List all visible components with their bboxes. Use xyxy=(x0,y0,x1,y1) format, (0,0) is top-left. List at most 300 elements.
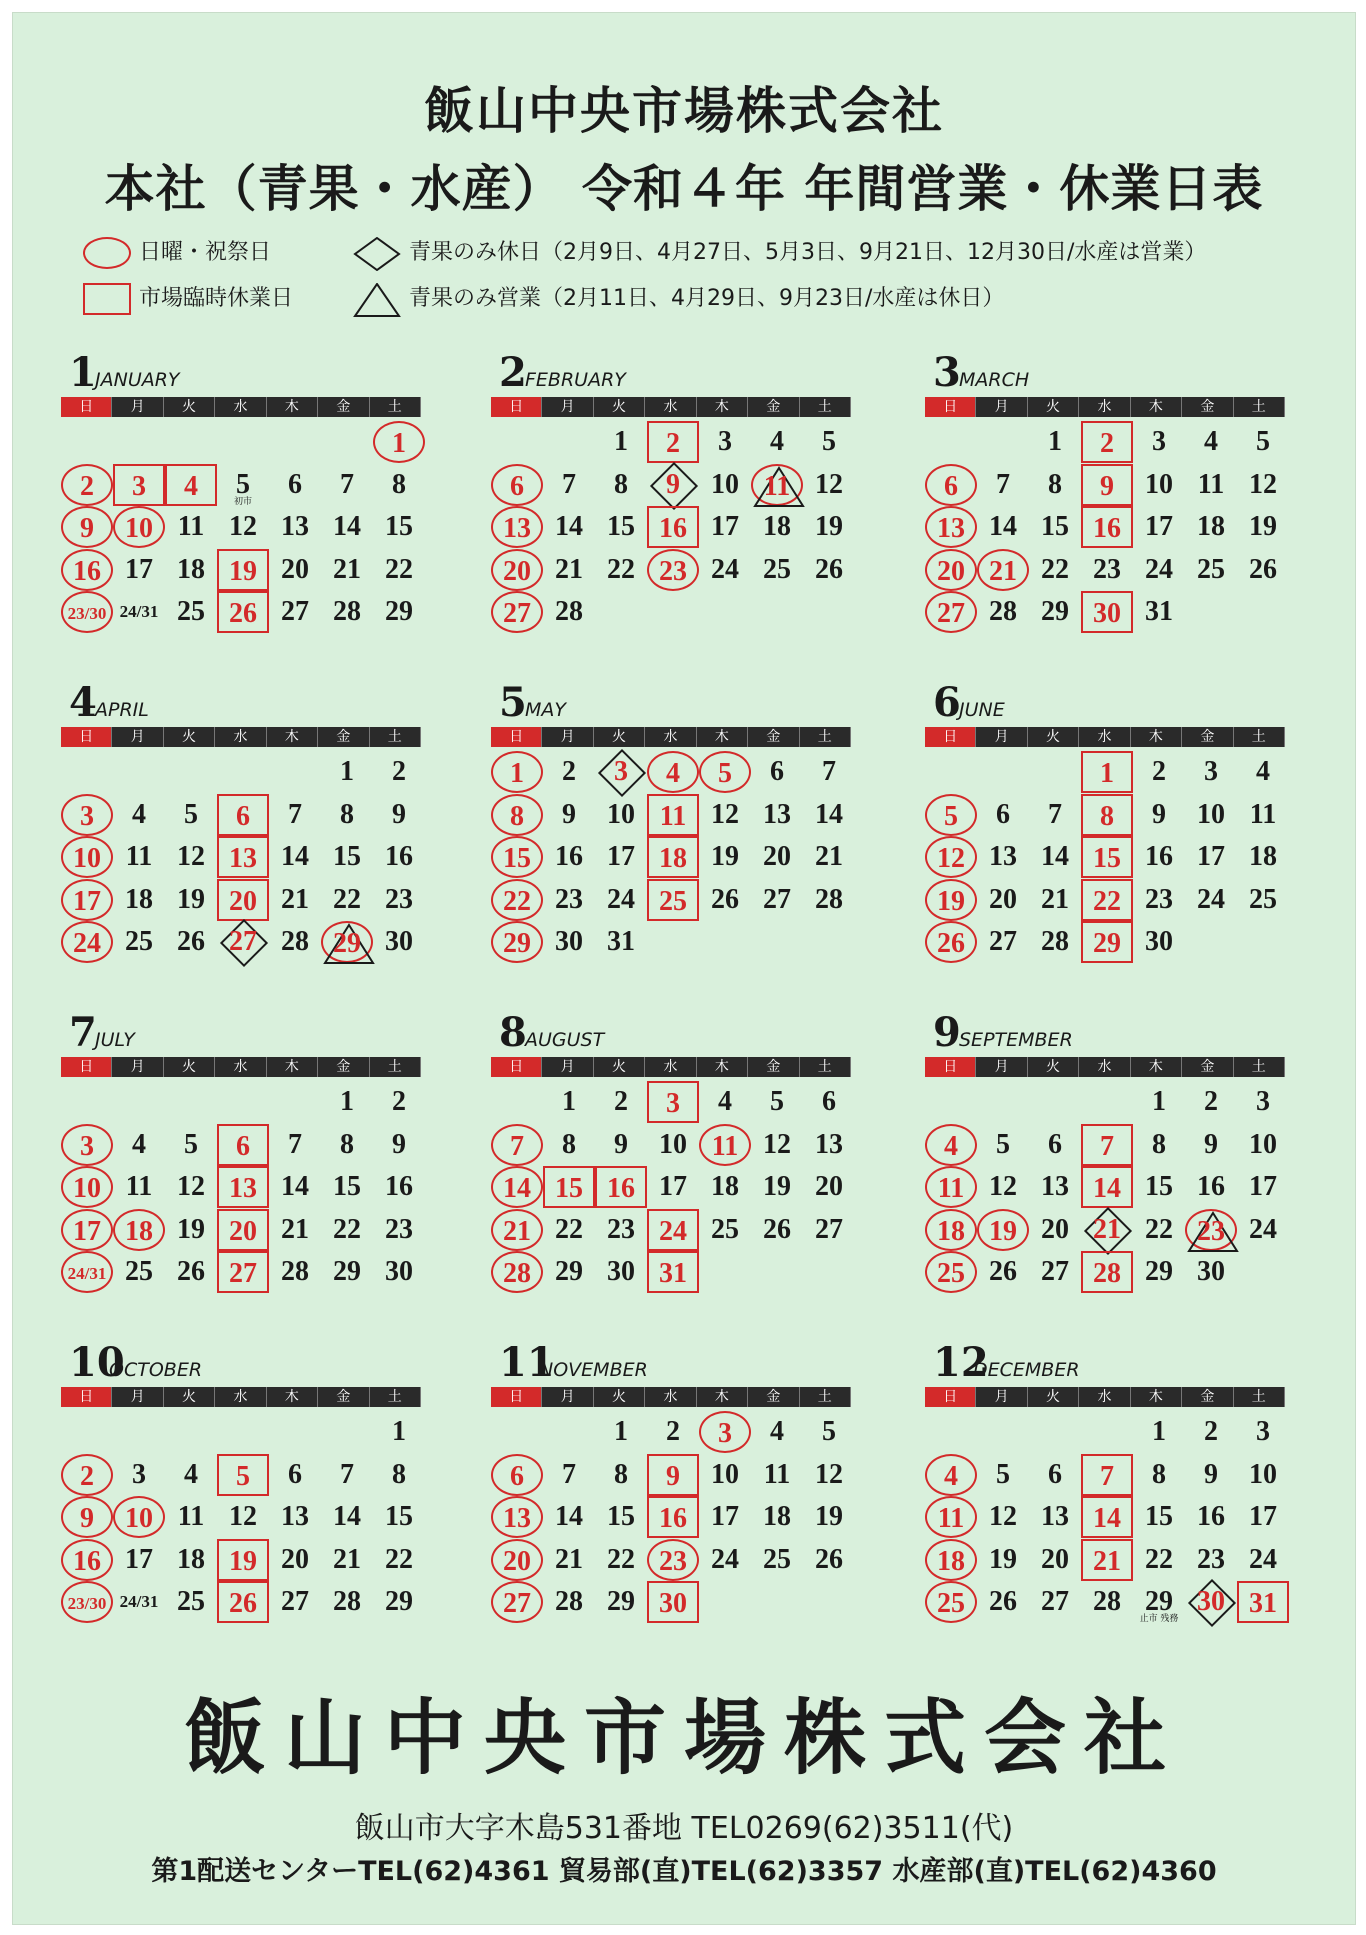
weekday-label: 土 xyxy=(800,397,851,417)
day-cell xyxy=(321,1166,373,1208)
month-header xyxy=(925,349,1285,397)
day-cell xyxy=(1185,506,1237,548)
day-cell xyxy=(803,1411,855,1453)
day-number: 11 xyxy=(763,470,791,502)
day-number: 28 xyxy=(815,883,843,915)
day-number: 14 xyxy=(989,511,1017,542)
weekday-label: 木 xyxy=(697,727,748,747)
day-cell xyxy=(699,751,751,793)
month-header xyxy=(491,1009,851,1057)
day-cell xyxy=(977,1209,1029,1251)
day-cell xyxy=(595,1496,647,1538)
day-cell xyxy=(373,1454,425,1496)
day-cell xyxy=(165,921,217,963)
weekday-label: 火 xyxy=(164,397,215,417)
day-cell xyxy=(595,879,647,921)
day-number: 6 xyxy=(1048,1128,1062,1160)
day-cell xyxy=(595,751,647,793)
weekday-label: 日 xyxy=(925,397,976,417)
day-cell xyxy=(321,836,373,878)
weekday-label: 土 xyxy=(370,397,421,417)
day-number: 27 xyxy=(229,926,257,957)
day-number: 24 xyxy=(73,928,101,959)
day-number: 28 xyxy=(333,1586,361,1617)
day-cell xyxy=(803,794,855,836)
month-header xyxy=(61,349,421,397)
day-cell-combined: 23/30 xyxy=(61,1581,113,1623)
day-cell xyxy=(977,1496,1029,1538)
day-number: 17 xyxy=(1249,1171,1277,1202)
day-cell xyxy=(803,464,855,506)
day-cell xyxy=(977,1124,1029,1166)
day-cell xyxy=(491,464,543,506)
day-cell xyxy=(595,1166,647,1208)
day-number: 7 xyxy=(340,1458,354,1490)
day-cell xyxy=(491,506,543,548)
day-cells xyxy=(925,421,1285,641)
day-cell xyxy=(217,879,269,921)
day-cells xyxy=(491,1081,851,1301)
month-july xyxy=(61,1009,421,1313)
day-cell xyxy=(269,879,321,921)
day-number: 11 xyxy=(763,1458,791,1490)
day-number: 17 xyxy=(711,1501,739,1532)
day-cell xyxy=(647,1081,699,1123)
day-cell xyxy=(543,1581,595,1623)
day-cell xyxy=(217,591,269,633)
day-cell xyxy=(1185,1454,1237,1496)
day-cell xyxy=(803,1124,855,1166)
day-cell xyxy=(543,1539,595,1581)
day-cell xyxy=(1185,1539,1237,1581)
day-number: 30 xyxy=(385,926,413,957)
day-cell xyxy=(1029,836,1081,878)
day-cell xyxy=(61,1209,113,1251)
day-number: 2 xyxy=(666,1416,680,1447)
day-cell xyxy=(491,1454,543,1496)
day-cell xyxy=(1237,1411,1289,1453)
day-number: 6 xyxy=(822,1086,836,1117)
day-cell xyxy=(751,1454,803,1496)
day-cell xyxy=(165,1581,217,1623)
weekday-label: 金 xyxy=(318,1057,369,1077)
day-number: 25 xyxy=(177,596,205,627)
day-number: 1 xyxy=(1048,426,1062,457)
day-cell xyxy=(217,1496,269,1538)
day-number: 19 xyxy=(937,885,965,917)
day-cell xyxy=(699,1539,751,1581)
day-number: 8 xyxy=(1100,800,1114,832)
day-number: 18 xyxy=(177,1543,205,1575)
month-header xyxy=(491,1339,851,1387)
day-number: 9 xyxy=(1100,470,1114,502)
month-number: 7 xyxy=(69,1009,97,1056)
day-cells xyxy=(61,1411,421,1631)
day-cell xyxy=(647,794,699,836)
day-number: 26 xyxy=(1249,553,1277,585)
day-number: 7 xyxy=(822,756,836,787)
day-cell xyxy=(1185,836,1237,878)
day-cell xyxy=(925,1251,977,1293)
day-cell xyxy=(751,421,803,463)
day-cell xyxy=(165,1454,217,1496)
day-cell xyxy=(1081,836,1133,878)
weekday-label: 土 xyxy=(370,1387,421,1407)
weekday-label: 火 xyxy=(594,727,645,747)
day-number: 14 xyxy=(555,1501,583,1532)
day-number: 6 xyxy=(288,1458,302,1490)
day-number: 7 xyxy=(562,1458,576,1490)
day-cell xyxy=(595,1209,647,1251)
weekday-label: 火 xyxy=(594,397,645,417)
day-number: 5 xyxy=(1256,426,1270,457)
day-cell xyxy=(269,921,321,963)
day-cell xyxy=(113,1124,165,1166)
day-cell xyxy=(1029,1581,1081,1623)
weekday-label: 日 xyxy=(61,727,112,747)
day-number: 2 xyxy=(614,1086,628,1117)
day-number: 8 xyxy=(340,798,354,830)
day-cell xyxy=(543,879,595,921)
day-number: 24 xyxy=(711,1543,739,1575)
day-cell xyxy=(269,794,321,836)
day-number: 26 xyxy=(177,926,205,957)
day-number: 15 xyxy=(333,841,361,872)
month-name: NOVEMBER xyxy=(539,1359,648,1381)
day-number: 17 xyxy=(73,885,101,917)
weekday-label: 月 xyxy=(112,1387,163,1407)
weekday-label: 火 xyxy=(164,1387,215,1407)
day-number: 20 xyxy=(229,1215,257,1247)
weekday-label: 日 xyxy=(925,727,976,747)
day-number: 25 xyxy=(1197,553,1225,585)
weekday-label: 水 xyxy=(1079,1387,1130,1407)
day-cell xyxy=(491,591,543,633)
day-number: 30 xyxy=(659,1588,687,1619)
day-cell xyxy=(803,1496,855,1538)
weekday-label: 金 xyxy=(748,397,799,417)
day-number: 2 xyxy=(666,428,680,459)
day-number: 29 xyxy=(385,596,413,627)
day-cell xyxy=(217,1581,269,1623)
day-number: 19 xyxy=(177,883,205,915)
day-number: 27 xyxy=(281,1586,309,1617)
day-number: 2 xyxy=(1204,1086,1218,1117)
day-cell xyxy=(751,794,803,836)
day-cell xyxy=(1185,1411,1237,1453)
day-number: 11 xyxy=(1197,468,1225,500)
day-cell xyxy=(647,1496,699,1538)
weekday-label: 日 xyxy=(925,1387,976,1407)
day-cell xyxy=(1133,506,1185,548)
day-number: 4 xyxy=(770,426,784,457)
month-number: 6 xyxy=(933,679,961,726)
day-number: 12 xyxy=(937,843,965,874)
day-number: 2 xyxy=(392,1086,406,1117)
day-number: 27 xyxy=(763,883,791,915)
weekday-bar xyxy=(491,1057,851,1077)
weekday-label: 木 xyxy=(697,1057,748,1077)
day-number: 12 xyxy=(177,841,205,872)
day-cell xyxy=(925,879,977,921)
day-cells xyxy=(61,421,421,641)
day-number: 28 xyxy=(281,926,309,957)
month-number: 1 xyxy=(69,349,97,396)
day-number: 9 xyxy=(392,1128,406,1160)
day-number: 27 xyxy=(937,598,965,629)
day-cell xyxy=(699,1166,751,1208)
day-number: 21 xyxy=(815,841,843,872)
day-cell xyxy=(751,464,803,506)
day-number: 6 xyxy=(510,470,524,502)
day-cell xyxy=(925,591,977,633)
day-cell xyxy=(977,1166,1029,1208)
weekday-label: 木 xyxy=(1131,1057,1182,1077)
day-cell xyxy=(1237,464,1289,506)
month-number: 12 xyxy=(933,1339,989,1386)
day-cell xyxy=(647,1124,699,1166)
day-cell xyxy=(373,1209,425,1251)
month-name: SEPTEMBER xyxy=(959,1029,1073,1051)
day-number: 30 xyxy=(1093,598,1121,629)
day-number: 10 xyxy=(1197,798,1225,830)
day-cell xyxy=(925,921,977,963)
day-cell xyxy=(165,879,217,921)
day-number: 16 xyxy=(1197,1171,1225,1202)
day-cell xyxy=(321,1539,373,1581)
day-cell xyxy=(373,1581,425,1623)
day-cell xyxy=(1081,879,1133,921)
day-cell xyxy=(699,794,751,836)
day-number: 7 xyxy=(510,1130,524,1162)
day-cell xyxy=(1029,1209,1081,1251)
weekday-label: 土 xyxy=(1234,397,1285,417)
weekday-bar xyxy=(491,727,851,747)
day-number: 25 xyxy=(125,1256,153,1287)
day-number: 19 xyxy=(229,1545,257,1577)
weekday-label: 木 xyxy=(267,397,318,417)
day-cell xyxy=(1133,794,1185,836)
day-cell xyxy=(217,549,269,591)
day-number: 14 xyxy=(503,1173,531,1204)
day-number: 13 xyxy=(937,513,965,544)
day-number: 21 xyxy=(989,555,1017,587)
day-cell xyxy=(1081,1496,1133,1538)
day-cell xyxy=(491,1209,543,1251)
day-number: 19 xyxy=(815,511,843,542)
day-number: 29 xyxy=(607,1586,635,1617)
day-cell xyxy=(543,921,595,963)
day-cell xyxy=(491,1124,543,1166)
day-number: 8 xyxy=(510,800,524,832)
weekday-label: 月 xyxy=(542,1057,593,1077)
day-cells xyxy=(61,1081,421,1301)
day-cell xyxy=(373,1124,425,1166)
day-cell xyxy=(113,1454,165,1496)
day-cell xyxy=(1237,1496,1289,1538)
day-number: 7 xyxy=(340,468,354,500)
day-cell xyxy=(165,1209,217,1251)
day-cell xyxy=(373,1411,425,1453)
day-cell xyxy=(321,1251,373,1293)
month-header xyxy=(925,679,1285,727)
day-cell xyxy=(803,421,855,463)
month-september xyxy=(925,1009,1285,1313)
day-number: 3 xyxy=(718,1418,732,1449)
day-cell xyxy=(61,794,113,836)
day-cell xyxy=(165,549,217,591)
day-cell xyxy=(1029,879,1081,921)
day-cell xyxy=(1185,1251,1237,1293)
day-cell xyxy=(269,506,321,548)
day-cell xyxy=(491,549,543,591)
day-number: 9 xyxy=(80,513,94,544)
day-cell xyxy=(1133,591,1185,633)
weekday-label: 金 xyxy=(318,397,369,417)
day-number: 5 xyxy=(822,426,836,457)
day-number: 11 xyxy=(937,1173,965,1204)
day-cell xyxy=(491,1496,543,1538)
day-cell xyxy=(751,1539,803,1581)
day-cell xyxy=(647,1209,699,1251)
day-number: 28 xyxy=(989,596,1017,627)
day-number: 12 xyxy=(815,468,843,500)
day-number: 26 xyxy=(229,598,257,629)
day-number: 10 xyxy=(73,1173,101,1204)
weekday-label: 火 xyxy=(1028,1387,1079,1407)
day-number: 6 xyxy=(770,756,784,787)
day-cell xyxy=(977,794,1029,836)
day-number: 17 xyxy=(711,511,739,542)
day-number: 14 xyxy=(555,511,583,542)
day-cell xyxy=(113,549,165,591)
day-cell xyxy=(165,464,217,506)
footer-company-name: 飯山中央市場株式会社 xyxy=(183,1691,1184,1786)
day-number: 16 xyxy=(385,1171,413,1202)
weekday-label: 土 xyxy=(800,1387,851,1407)
day-number: 6 xyxy=(288,468,302,500)
day-number: 22 xyxy=(1145,1213,1173,1245)
day-cell xyxy=(1237,421,1289,463)
weekday-bar xyxy=(61,1387,421,1407)
day-number: 25 xyxy=(937,1258,965,1289)
day-number: 16 xyxy=(607,1173,635,1204)
day-cell xyxy=(1029,1124,1081,1166)
day-cell xyxy=(1029,591,1081,633)
day-number: 21 xyxy=(503,1215,531,1247)
day-cell xyxy=(373,879,425,921)
day-cell xyxy=(491,1251,543,1293)
day-cell xyxy=(925,836,977,878)
day-number: 16 xyxy=(73,555,101,587)
day-number: 19 xyxy=(989,1215,1017,1247)
day-cell xyxy=(699,421,751,463)
month-march xyxy=(925,349,1285,653)
day-number: 30 xyxy=(1197,1256,1225,1287)
day-number: 10 xyxy=(607,798,635,830)
legend-produce-closed-label: 青果のみ休日（2月9日、4月27日、5月3日、9月21日、12月30日/水産は営業） xyxy=(409,240,1207,265)
day-cell xyxy=(269,549,321,591)
day-number: 13 xyxy=(815,1128,843,1160)
day-cell xyxy=(1081,1166,1133,1208)
day-number: 17 xyxy=(1197,841,1225,872)
day-cell xyxy=(491,921,543,963)
day-cell xyxy=(217,1124,269,1166)
day-cell xyxy=(321,549,373,591)
day-number: 29 xyxy=(1093,928,1121,959)
day-number: 11 xyxy=(711,1130,739,1162)
month-number: 2 xyxy=(499,349,527,396)
day-number: 28 xyxy=(1041,926,1069,957)
day-cell xyxy=(595,1454,647,1496)
day-cell-combined: 24/31 xyxy=(119,602,159,621)
weekday-bar xyxy=(925,1387,1285,1407)
month-february xyxy=(491,349,851,653)
weekday-label: 水 xyxy=(645,397,696,417)
day-number: 2 xyxy=(392,756,406,787)
day-cell xyxy=(1237,506,1289,548)
day-cell xyxy=(647,1411,699,1453)
day-cell xyxy=(1185,794,1237,836)
day-cell xyxy=(699,549,751,591)
day-cell xyxy=(595,1581,647,1623)
day-cell xyxy=(925,1209,977,1251)
day-cell xyxy=(977,591,1029,633)
day-number: 22 xyxy=(333,1213,361,1245)
weekday-label: 水 xyxy=(215,397,266,417)
day-number: 23 xyxy=(555,883,583,915)
day-number: 25 xyxy=(937,1588,965,1619)
day-number: 3 xyxy=(80,1130,94,1162)
day-number: 3 xyxy=(132,470,146,502)
day-number: 29 xyxy=(503,928,531,959)
day-number: 7 xyxy=(562,468,576,500)
day-cell xyxy=(165,1166,217,1208)
day-number: 23 xyxy=(659,1545,687,1577)
weekday-label: 土 xyxy=(1234,1057,1285,1077)
day-cell xyxy=(217,506,269,548)
day-cell xyxy=(751,549,803,591)
day-number: 22 xyxy=(385,1543,413,1575)
day-number: 4 xyxy=(1204,426,1218,457)
day-cell xyxy=(217,1454,269,1496)
day-cell xyxy=(1081,464,1133,506)
day-number: 1 xyxy=(340,756,354,787)
day-cell xyxy=(595,1081,647,1123)
day-cell xyxy=(647,421,699,463)
day-number: 22 xyxy=(333,883,361,915)
day-cell xyxy=(1237,836,1289,878)
day-number: 22 xyxy=(1145,1543,1173,1575)
day-number: 1 xyxy=(1152,1416,1166,1447)
day-cell xyxy=(647,464,699,506)
day-cell xyxy=(543,1454,595,1496)
day-cell xyxy=(1081,421,1133,463)
day-cell xyxy=(217,464,269,506)
day-number: 24 xyxy=(1197,883,1225,915)
day-number: 20 xyxy=(503,1545,531,1577)
weekday-label: 金 xyxy=(1182,397,1233,417)
day-number: 10 xyxy=(1145,468,1173,500)
month-may xyxy=(491,679,851,983)
day-number: 16 xyxy=(1145,841,1173,872)
day-number: 18 xyxy=(177,553,205,585)
calendar-sheet xyxy=(12,12,1356,1925)
day-note: 止市 残務 xyxy=(1139,1614,1179,1624)
day-cell xyxy=(1237,1166,1289,1208)
day-number: 28 xyxy=(555,596,583,627)
weekday-label: 日 xyxy=(491,727,542,747)
